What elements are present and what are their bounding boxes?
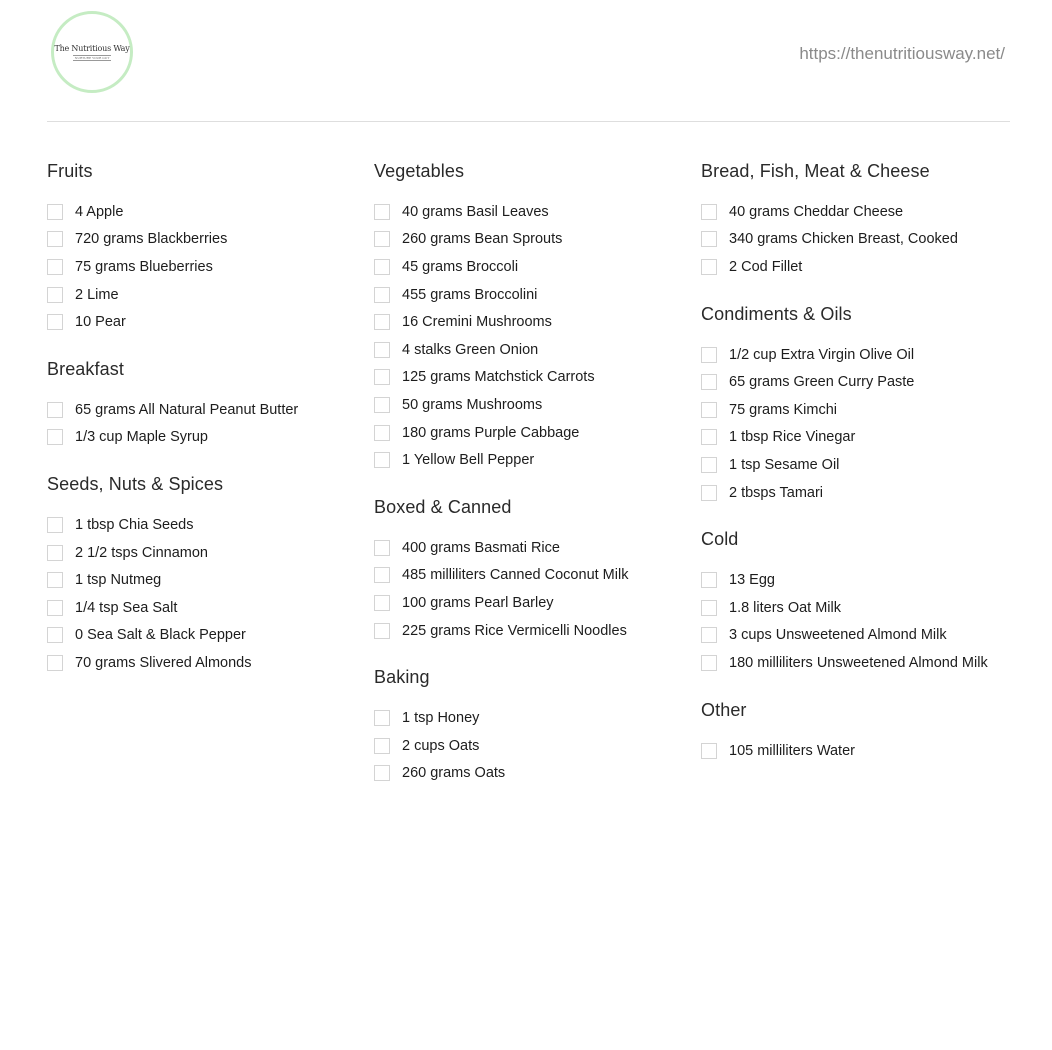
item-checkbox[interactable]: [374, 452, 390, 468]
section-breakfast: [47, 358, 367, 451]
section-vegetables: [374, 160, 694, 474]
section-title: Seeds, Nuts & Spices: [47, 474, 224, 495]
site-url-link[interactable]: https://thenutritiousway.net/: [799, 44, 1005, 63]
item-label: 16 Cremini Mushrooms: [402, 314, 552, 331]
item-checkbox[interactable]: [47, 259, 63, 275]
section-baking: [374, 666, 694, 787]
item-checkbox[interactable]: [701, 231, 717, 247]
section-title: Vegetables: [374, 161, 465, 181]
item-checkbox[interactable]: [47, 204, 63, 220]
item-label: 4 Apple: [75, 203, 124, 220]
item-label: 340 grams Chicken Breast, Cooked: [729, 231, 958, 248]
item-label: 455 grams Broccolini: [402, 286, 538, 303]
item-label: 1 Yellow Bell Pepper: [402, 452, 535, 469]
list-item: [374, 589, 694, 617]
section-seeds-nuts-and-spices: [47, 473, 367, 677]
item-checkbox[interactable]: [701, 627, 717, 643]
header-divider: [47, 121, 1010, 122]
item-checkbox[interactable]: [701, 374, 717, 390]
item-label: 40 grams Cheddar Cheese: [729, 203, 904, 220]
item-checkbox[interactable]: [701, 600, 717, 616]
item-label: 1 tbsp Chia Seeds: [75, 516, 194, 533]
section-title: Breakfast: [47, 358, 124, 379]
item-checkbox[interactable]: [374, 710, 390, 726]
item-checkbox[interactable]: [47, 655, 63, 671]
item-checkbox[interactable]: [374, 595, 390, 611]
item-label: 2 Cod Fillet: [729, 258, 803, 275]
list-item: [374, 617, 694, 645]
item-label: 0 Sea Salt & Black Pepper: [75, 627, 246, 644]
item-label: 13 Egg: [729, 572, 775, 589]
item-checkbox[interactable]: [374, 287, 390, 303]
item-checkbox[interactable]: [47, 287, 63, 303]
item-checkbox[interactable]: [374, 342, 390, 358]
item-checkbox[interactable]: [374, 623, 390, 639]
list-item: [47, 566, 367, 594]
item-checkbox[interactable]: [701, 572, 717, 588]
list-item: [47, 198, 367, 226]
section-boxed-and-canned: [374, 496, 694, 644]
list-item: [374, 336, 694, 364]
item-label: 2 Lime: [75, 286, 119, 303]
section-title: Bread, Fish, Meat & Cheese: [701, 161, 930, 181]
logo-name: The Nutritious Way: [54, 43, 130, 53]
item-checkbox[interactable]: [374, 540, 390, 556]
list-item: [374, 281, 694, 309]
item-label: 75 grams Kimchi: [729, 401, 837, 418]
item-label: 40 grams Basil Leaves: [402, 203, 549, 220]
list-item: [701, 649, 1041, 677]
item-checkbox[interactable]: [701, 259, 717, 275]
item-label: 2 1/2 tsps Cinnamon: [75, 544, 208, 561]
list-item: [701, 479, 1041, 507]
list-item: [47, 253, 367, 281]
item-checkbox[interactable]: [374, 369, 390, 385]
item-label: 225 grams Rice Vermicelli Noodles: [402, 622, 627, 639]
list-item: [374, 446, 694, 474]
item-label: 10 Pear: [75, 314, 126, 331]
section-fruits: [47, 160, 367, 336]
item-label: 65 grams All Natural Peanut Butter: [75, 401, 299, 418]
item-label: 1/4 tsp Sea Salt: [75, 599, 178, 616]
list-item: [701, 424, 1041, 452]
item-label: 125 grams Matchstick Carrots: [402, 369, 595, 386]
list-item: [701, 368, 1041, 396]
item-checkbox[interactable]: [47, 572, 63, 588]
item-label: 105 milliliters Water: [729, 742, 855, 759]
section-title: Boxed & Canned: [374, 496, 512, 517]
list-item: [701, 566, 1041, 594]
item-checkbox[interactable]: [701, 743, 717, 759]
item-checkbox[interactable]: [47, 231, 63, 247]
list-item: [701, 396, 1041, 424]
site-logo[interactable]: [51, 11, 133, 93]
item-label: 720 grams Blackberries: [75, 231, 228, 248]
column-1: [47, 160, 367, 699]
list-item: [47, 308, 367, 336]
item-label: 3 cups Unsweetened Almond Milk: [729, 627, 947, 644]
list-item: [374, 308, 694, 336]
item-label: 260 grams Oats: [402, 765, 506, 782]
item-checkbox[interactable]: [701, 457, 717, 473]
column-3: [701, 160, 1041, 786]
item-checkbox[interactable]: [47, 517, 63, 533]
item-checkbox[interactable]: [374, 765, 390, 781]
item-label: 1 tsp Sesame Oil: [729, 456, 840, 473]
item-checkbox[interactable]: [701, 485, 717, 501]
list-item: [47, 424, 367, 452]
list-item: [374, 760, 694, 788]
item-label: 260 grams Bean Sprouts: [402, 231, 563, 248]
section-title: Cold: [701, 529, 739, 550]
section-title: Baking: [374, 667, 430, 688]
item-checkbox[interactable]: [701, 655, 717, 671]
item-label: 45 grams Broccoli: [402, 258, 519, 275]
list-item: [374, 226, 694, 254]
item-label: 1 tsp Nutmeg: [75, 572, 162, 589]
list-item: [374, 253, 694, 281]
item-label: 4 stalks Green Onion: [402, 341, 539, 358]
item-label: 485 milliliters Canned Coconut Milk: [402, 567, 629, 584]
item-label: 50 grams Mushrooms: [402, 396, 543, 413]
list-item: [47, 539, 367, 567]
item-label: 2 cups Oats: [402, 737, 480, 754]
item-checkbox[interactable]: [47, 402, 63, 418]
item-label: 1 tbsp Rice Vinegar: [729, 429, 856, 446]
list-item: [374, 704, 694, 732]
item-checkbox[interactable]: [374, 231, 390, 247]
section-bread-fish-meat-and-cheese: [701, 160, 1041, 281]
list-item: [47, 649, 367, 677]
list-item: [701, 198, 1041, 226]
item-checkbox[interactable]: [374, 425, 390, 441]
item-checkbox[interactable]: [701, 429, 717, 445]
item-checkbox[interactable]: [701, 402, 717, 418]
item-label: 1 tsp Honey: [402, 710, 480, 727]
list-item: [47, 594, 367, 622]
list-item: [47, 511, 367, 539]
item-label: 65 grams Green Curry Paste: [729, 374, 915, 391]
list-item: [47, 226, 367, 254]
item-label: 70 grams Slivered Almonds: [75, 654, 252, 671]
item-label: 1/3 cup Maple Syrup: [75, 429, 208, 446]
item-checkbox[interactable]: [701, 204, 717, 220]
list-item: [701, 253, 1041, 281]
item-checkbox[interactable]: [374, 397, 390, 413]
list-item: [47, 622, 367, 650]
item-label: 100 grams Pearl Barley: [402, 594, 554, 611]
section-other: [701, 699, 1041, 765]
section-cold: [701, 528, 1041, 676]
logo-tagline: NURTURE YOUR GUT: [74, 55, 110, 60]
item-label: 1/2 cup Extra Virgin Olive Oil: [729, 346, 915, 363]
list-item: [47, 281, 367, 309]
list-item: [374, 732, 694, 760]
list-item: [374, 419, 694, 447]
column-2: [374, 160, 694, 809]
list-item: [374, 391, 694, 419]
item-label: 180 grams Purple Cabbage: [402, 424, 580, 441]
list-item: [701, 622, 1041, 650]
list-item: [374, 364, 694, 392]
section-title: Other: [701, 699, 747, 720]
item-label: 1.8 liters Oat Milk: [729, 599, 841, 616]
item-checkbox[interactable]: [374, 314, 390, 330]
list-item: [374, 562, 694, 590]
list-item: [701, 737, 1041, 765]
item-checkbox[interactable]: [374, 567, 390, 583]
item-checkbox[interactable]: [47, 429, 63, 445]
section-condiments-and-oils: [701, 303, 1041, 507]
list-item: [701, 226, 1041, 254]
item-checkbox[interactable]: [374, 259, 390, 275]
section-title: Condiments & Oils: [701, 303, 852, 324]
item-label: 400 grams Basmati Rice: [402, 539, 560, 556]
list-item: [701, 451, 1041, 479]
item-checkbox[interactable]: [374, 738, 390, 754]
item-label: 180 milliliters Unsweetened Almond Milk: [729, 654, 988, 671]
item-checkbox[interactable]: [374, 204, 390, 220]
list-item: [47, 396, 367, 424]
list-item: [701, 594, 1041, 622]
section-title: Fruits: [47, 161, 93, 181]
page-header: [0, 0, 1052, 122]
item-checkbox[interactable]: [47, 545, 63, 561]
list-item: [701, 341, 1041, 369]
item-checkbox[interactable]: [47, 600, 63, 616]
item-checkbox[interactable]: [47, 314, 63, 330]
item-checkbox[interactable]: [47, 627, 63, 643]
list-item: [374, 534, 694, 562]
list-item: [374, 198, 694, 226]
item-label: 75 grams Blueberries: [75, 258, 213, 275]
item-checkbox[interactable]: [701, 347, 717, 363]
item-label: 2 tbsps Tamari: [729, 484, 824, 501]
